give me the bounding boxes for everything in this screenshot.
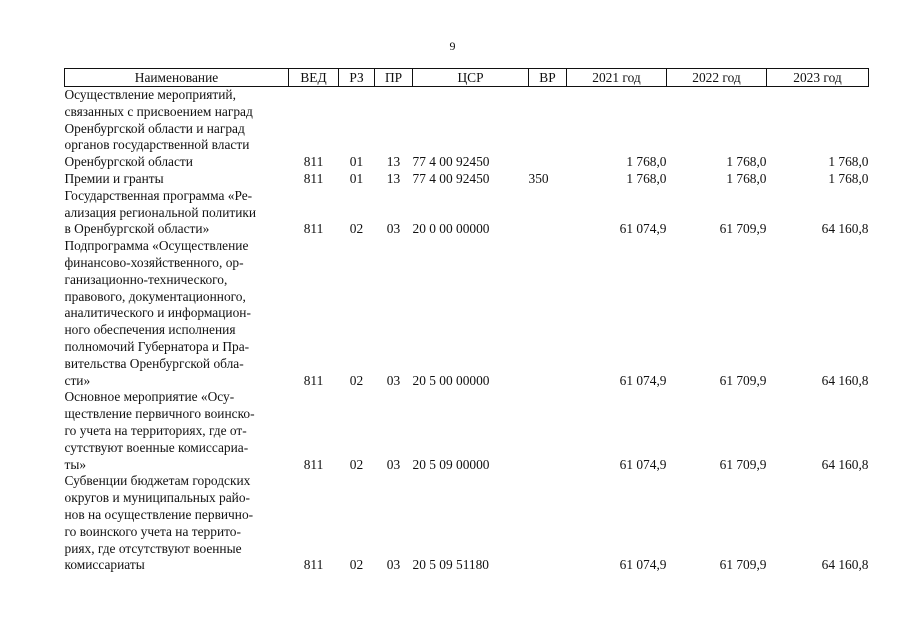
- row-name-text: Государственная программа «Ре- ализация региональной политики в Оренбургской области»: [64, 187, 257, 237]
- row-name: [65, 238, 289, 389]
- row-pr: 03: [386, 221, 401, 237]
- row-2023: 1 768,0: [828, 154, 869, 170]
- row-2021: 1 768,0: [626, 154, 667, 170]
- row-2022: 1 768,0: [726, 170, 767, 186]
- row-name-text: Субвенции бюджетам городских округов и муниципальных райо- нов на осуществление первично- го воинского учета на террито- риях, где отсутствуют военные комиссариаты: [64, 473, 254, 573]
- row-pr: 13: [386, 170, 401, 186]
- row-pr: 03: [386, 456, 401, 472]
- row-2021: 61 074,9: [619, 372, 667, 388]
- row-2023: 64 160,8: [821, 372, 869, 388]
- row-vr: [529, 389, 567, 473]
- row-name: [65, 87, 289, 171]
- row-2023: 64 160,8: [821, 221, 869, 237]
- row-rz: 02: [349, 221, 364, 237]
- row-csr: 20 5 09 00000: [412, 456, 490, 472]
- column-header-2023: 2023 год: [767, 69, 869, 87]
- table-header-row: [65, 69, 869, 87]
- table-row: [65, 188, 869, 238]
- page-number: 9: [449, 39, 456, 53]
- row-ved: 811: [303, 154, 324, 170]
- row-2021: 61 074,9: [619, 557, 667, 573]
- row-2021: 61 074,9: [619, 221, 667, 237]
- row-ved: 811: [303, 456, 324, 472]
- row-name-text: Подпрограмма «Осуществление финансово-хозяйственного, ор- ганизационно-технического, правового, документационного, аналитического и информацион- ного обеспечения исполнения полномочий Губернатора и Пра- вительства Оренбургской обла- сти»: [64, 238, 251, 388]
- row-pr: 03: [386, 372, 401, 388]
- row-vr: [529, 473, 567, 574]
- row-2023: 1 768,0: [828, 170, 869, 186]
- row-2022: 61 709,9: [719, 557, 767, 573]
- row-csr: 77 4 00 92450: [412, 170, 490, 186]
- column-header-vr: ВР: [529, 69, 567, 87]
- row-name-text: Осуществление мероприятий, связанных с присвоением наград Оренбургской области и наград органов государственной власти Оренбургской области: [64, 87, 253, 170]
- table-row: [65, 87, 869, 171]
- column-header-2021: 2021 год: [567, 69, 667, 87]
- row-name: [65, 389, 289, 473]
- row-rz: 02: [349, 557, 364, 573]
- row-ved: 811: [303, 170, 324, 186]
- row-csr: 77 4 00 92450: [412, 154, 490, 170]
- row-ved: 811: [303, 221, 324, 237]
- column-header-2022: 2022 год: [667, 69, 767, 87]
- row-rz: 01: [349, 170, 364, 186]
- row-2022: 1 768,0: [726, 154, 767, 170]
- row-name-text: Основное мероприятие «Осу- ществление первичного воинско- го учета на территориях, где от- сутствуют военные комиссариа- ты»: [64, 389, 255, 472]
- row-2021: 61 074,9: [619, 456, 667, 472]
- table-row: [65, 171, 869, 188]
- row-pr: 03: [386, 557, 401, 573]
- row-vr: [529, 238, 567, 389]
- row-name: [65, 188, 289, 238]
- row-vr: 350: [528, 170, 549, 186]
- table-row: [65, 473, 869, 574]
- row-ved: 811: [303, 372, 324, 388]
- row-name-text: Премии и гранты: [64, 170, 164, 186]
- row-2022: 61 709,9: [719, 456, 767, 472]
- row-2023: 64 160,8: [821, 456, 869, 472]
- column-header-csr: ЦСР: [413, 69, 529, 87]
- row-rz: 02: [349, 456, 364, 472]
- row-rz: 02: [349, 372, 364, 388]
- row-name: [65, 171, 289, 188]
- column-header-rz: РЗ: [339, 69, 375, 87]
- row-ved: 811: [303, 557, 324, 573]
- row-2021: 1 768,0: [626, 170, 667, 186]
- table-row: [65, 238, 869, 389]
- row-2023: 64 160,8: [821, 557, 869, 573]
- table-row: [65, 389, 869, 473]
- column-header-ved: ВЕД: [289, 69, 339, 87]
- row-csr: 20 0 00 00000: [412, 221, 490, 237]
- row-vr: [529, 188, 567, 238]
- row-csr: 20 5 09 51180: [412, 557, 489, 573]
- row-csr: 20 5 00 00000: [412, 372, 490, 388]
- column-header-pr: ПР: [375, 69, 413, 87]
- row-2022: 61 709,9: [719, 221, 767, 237]
- row-rz: 01: [349, 154, 364, 170]
- row-2022: 61 709,9: [719, 372, 767, 388]
- row-vr: [529, 87, 567, 171]
- row-name: [65, 473, 289, 574]
- row-pr: 13: [386, 154, 401, 170]
- column-header-name: Наименование: [65, 69, 289, 87]
- budget-table: [64, 68, 869, 574]
